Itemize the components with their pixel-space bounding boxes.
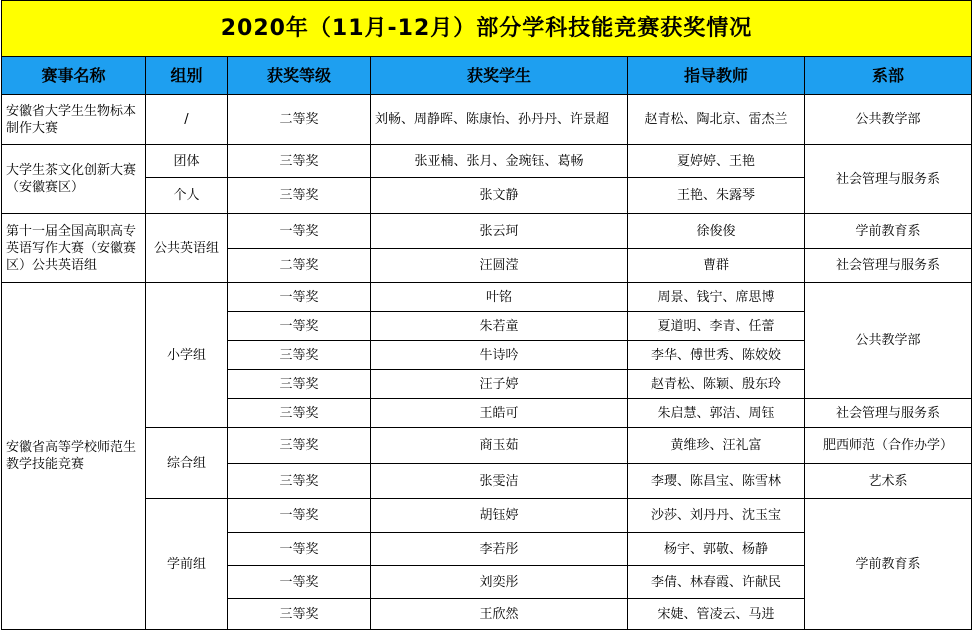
award-cell: 一等奖 <box>228 533 371 566</box>
group-cell: 团体 <box>146 145 228 178</box>
award-cell: 二等奖 <box>228 95 371 145</box>
table-row <box>2 283 972 312</box>
awards-table <box>1 0 972 630</box>
teachers-cell: 朱启慧、郭洁、周钰 <box>628 399 805 428</box>
award-cell: 三等奖 <box>228 428 371 464</box>
teachers-cell: 王艳、朱露琴 <box>628 178 805 214</box>
competition-name: 第十一届全国高职高专英语写作大赛（安徽赛区）公共英语组 <box>2 214 146 283</box>
award-cell: 一等奖 <box>228 283 371 312</box>
department-cell: 社会管理与服务系 <box>805 145 972 214</box>
award-cell: 一等奖 <box>228 566 371 599</box>
department-cell: 公共教学部 <box>805 95 972 145</box>
department-cell: 公共教学部 <box>805 283 972 399</box>
teachers-cell: 宋婕、管凌云、马进 <box>628 599 805 630</box>
department-cell: 学前教育系 <box>805 214 972 249</box>
group-cell: 公共英语组 <box>146 214 228 283</box>
award-cell: 一等奖 <box>228 214 371 249</box>
department-cell: 艺术系 <box>805 464 972 499</box>
group-cell: / <box>146 95 228 145</box>
students-cell: 商玉茹 <box>371 428 628 464</box>
students-cell: 胡钰婷 <box>371 499 628 533</box>
teachers-cell: 徐俊俊 <box>628 214 805 249</box>
award-cell: 二等奖 <box>228 249 371 283</box>
award-cell: 三等奖 <box>228 599 371 630</box>
award-cell: 一等奖 <box>228 312 371 341</box>
group-cell: 个人 <box>146 178 228 214</box>
students-cell: 张亚楠、张月、金琬钰、葛畅 <box>371 145 628 178</box>
award-cell: 三等奖 <box>228 370 371 399</box>
students-cell: 张雯洁 <box>371 464 628 499</box>
teachers-cell: 黄维珍、汪礼富 <box>628 428 805 464</box>
students-cell: 王欣然 <box>371 599 628 630</box>
students-cell: 汪子婷 <box>371 370 628 399</box>
group-cell: 学前组 <box>146 499 228 630</box>
header-group: 组别 <box>146 57 228 95</box>
students-cell: 叶铭 <box>371 283 628 312</box>
award-cell: 三等奖 <box>228 399 371 428</box>
students-cell: 刘奕彤 <box>371 566 628 599</box>
teachers-cell: 夏道明、李青、任蕾 <box>628 312 805 341</box>
teachers-cell: 李倩、林春霞、许献民 <box>628 566 805 599</box>
award-cell: 一等奖 <box>228 499 371 533</box>
students-cell: 汪圆滢 <box>371 249 628 283</box>
header-department: 系部 <box>805 57 972 95</box>
department-cell: 学前教育系 <box>805 499 972 630</box>
students-cell: 李若彤 <box>371 533 628 566</box>
competition-name: 安徽省大学生生物标本制作大赛 <box>2 95 146 145</box>
award-cell: 三等奖 <box>228 464 371 499</box>
teachers-cell: 杨宇、郭敬、杨静 <box>628 533 805 566</box>
table-row <box>2 214 972 249</box>
competition-name: 安徽省高等学校师范生教学技能竞赛 <box>2 283 146 630</box>
teachers-cell: 周景、钱宁、席思博 <box>628 283 805 312</box>
teachers-cell: 赵青松、陈颖、殷东玲 <box>628 370 805 399</box>
teachers-cell: 李璎、陈昌宝、陈雪林 <box>628 464 805 499</box>
department-cell: 肥西师范（合作办学） <box>805 428 972 464</box>
header-teachers: 指导教师 <box>628 57 805 95</box>
table-row <box>2 499 972 533</box>
teachers-cell: 赵青松、陶北京、雷杰兰 <box>628 95 805 145</box>
title-row <box>2 1 972 57</box>
table-row <box>2 145 972 178</box>
department-cell: 社会管理与服务系 <box>805 249 972 283</box>
students-cell: 张云珂 <box>371 214 628 249</box>
teachers-cell: 夏婷婷、王艳 <box>628 145 805 178</box>
header-row <box>2 57 972 95</box>
table-row <box>2 428 972 464</box>
award-cell: 三等奖 <box>228 145 371 178</box>
department-cell: 社会管理与服务系 <box>805 399 972 428</box>
students-cell: 张文静 <box>371 178 628 214</box>
teachers-cell: 曹群 <box>628 249 805 283</box>
group-cell: 小学组 <box>146 283 228 428</box>
students-cell: 朱若童 <box>371 312 628 341</box>
teachers-cell: 李华、傅世秀、陈姣姣 <box>628 341 805 370</box>
award-cell: 三等奖 <box>228 178 371 214</box>
students-cell: 牛诗吟 <box>371 341 628 370</box>
header-competition: 赛事名称 <box>2 57 146 95</box>
group-cell: 综合组 <box>146 428 228 499</box>
header-students: 获奖学生 <box>371 57 628 95</box>
page-title: 2020年（11月-12月）部分学科技能竞赛获奖情况 <box>2 1 972 57</box>
students-cell: 刘畅、周静晖、陈康怡、孙丹丹、许景超 <box>371 95 628 145</box>
competition-name: 大学生茶文化创新大赛（安徽赛区） <box>2 145 146 214</box>
table-row <box>2 95 972 145</box>
students-cell: 王皓可 <box>371 399 628 428</box>
teachers-cell: 沙莎、刘丹丹、沈玉宝 <box>628 499 805 533</box>
header-award-level: 获奖等级 <box>228 57 371 95</box>
award-cell: 三等奖 <box>228 341 371 370</box>
